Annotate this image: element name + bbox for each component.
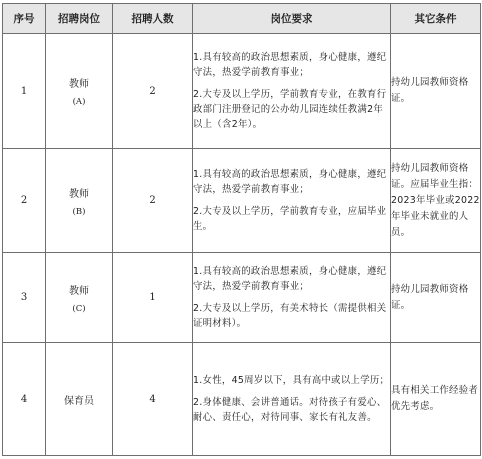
requirement-1: 1.女性，45周岁以下，具有高中或以上学历；	[193, 375, 390, 386]
table-row	[3, 34, 481, 149]
header-position: 招聘岗位	[46, 4, 113, 34]
requirements-cell	[193, 149, 391, 253]
position-name: 教师	[69, 188, 89, 200]
recruitment-table	[2, 3, 481, 456]
hiring-count: 4	[113, 343, 193, 456]
position-variant: (A)	[72, 97, 86, 107]
position-variant: (B)	[72, 206, 86, 217]
hiring-count: 2	[113, 149, 193, 253]
requirement-1: 1.具有较高的政治思想素质，身心健康，遵纪守法，热爱学前教育事业；	[193, 266, 387, 292]
other-conditions: 具有相关工作经验者优先考虑。	[391, 343, 481, 456]
header-row	[3, 4, 481, 34]
requirement-2: 2.大专及以上学历，有美术特长（需提供相关证明材料）。	[193, 303, 387, 329]
table-row	[3, 149, 481, 253]
other-conditions: 持幼儿园教师资格证。	[391, 253, 481, 343]
table-row	[3, 253, 481, 343]
requirement-2: 2.大专及以上学历，学前教育专业，应届毕业生。	[193, 206, 387, 232]
requirement-1: 1.具有较高的政治思想素质，身心健康，遵纪守法，热爱学前教育事业；	[193, 52, 387, 78]
requirements-cell	[193, 34, 391, 149]
header-other: 其它条件	[391, 4, 481, 34]
hiring-count: 2	[113, 34, 193, 149]
position-variant: (C)	[72, 303, 86, 314]
requirements-cell	[193, 343, 391, 456]
requirement-2: 2.大专及以上学历，学前教育专业，在教育行政部门注册登记的公办幼儿园连续任教满2年以上（含2年）。	[193, 89, 387, 130]
hiring-count: 1	[113, 253, 193, 343]
position-name: 教师	[69, 79, 89, 90]
row-number: 1	[3, 34, 46, 149]
row-number: 3	[3, 253, 46, 343]
position-name: 保育员	[64, 395, 94, 407]
header-requirements: 岗位要求	[193, 4, 391, 34]
other-conditions: 持幼儿园教师资格证。应届毕业生指：2023年毕业或2022年毕业未就业的人员。	[391, 149, 481, 253]
row-number: 2	[3, 149, 46, 253]
position-cell	[46, 253, 113, 343]
header-no: 序号	[3, 4, 46, 34]
row-number: 4	[3, 343, 46, 456]
other-conditions: 持幼儿园教师资格证。	[391, 34, 481, 149]
requirements-cell	[193, 253, 391, 343]
header-count: 招聘人数	[113, 4, 193, 34]
requirement-2: 2.身体健康、会讲普通话。对待孩子有爱心、耐心、责任心，对待同事、家长有礼友善。	[193, 397, 387, 423]
position-cell	[46, 34, 113, 149]
table-row	[3, 343, 481, 456]
position-cell	[46, 343, 113, 456]
requirement-1: 1.具有较高的政治思想素质，身心健康，遵纪守法，热爱学前教育事业；	[193, 169, 387, 195]
position-cell	[46, 149, 113, 253]
position-name: 教师	[69, 285, 89, 297]
